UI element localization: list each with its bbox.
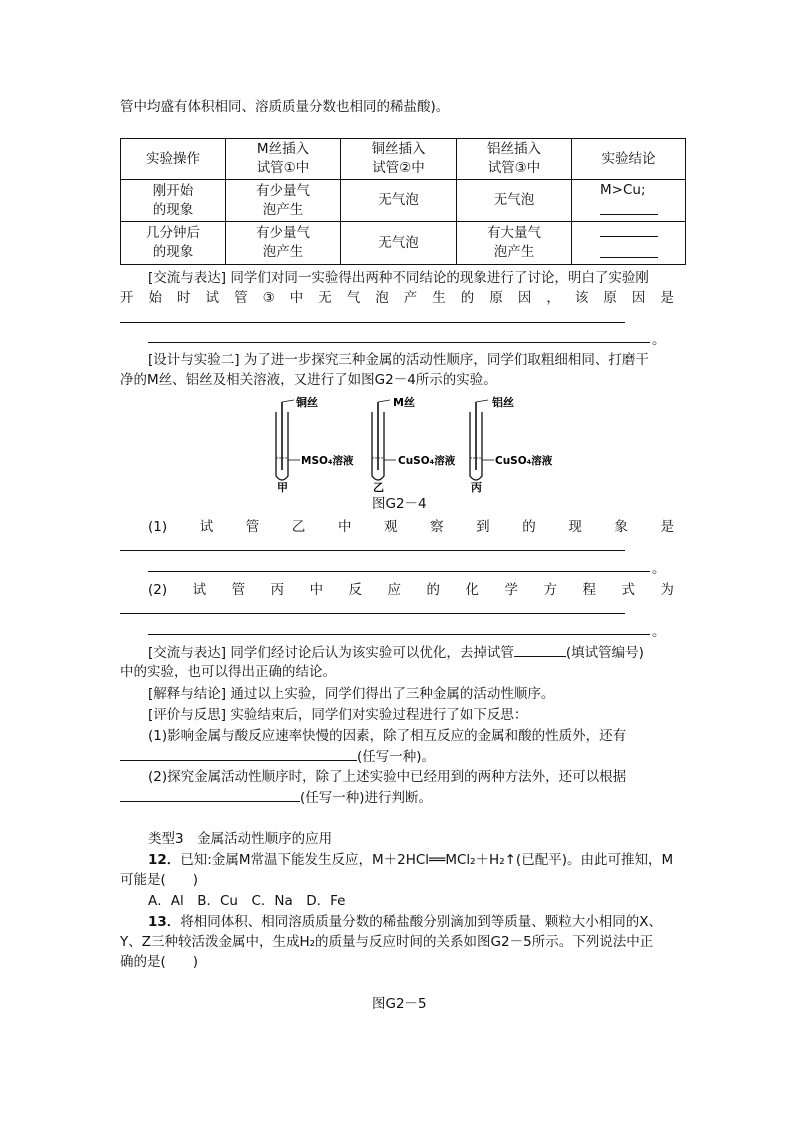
row-conclusion — [572, 180, 686, 222]
table-row — [121, 180, 686, 222]
justified-char: 因 — [517, 290, 532, 306]
exchange1-line2 — [120, 288, 674, 308]
question-char: 程 — [582, 582, 596, 598]
figure4-caption: 图G2－4 — [372, 496, 427, 512]
period-mark: 。 — [652, 332, 666, 348]
reflect-1a: (1)影响金属与酸反应速率快慢的因素，除了相互反应的金属和酸的性质外，还有 — [148, 728, 627, 744]
question-char: 的 — [426, 582, 441, 598]
header-cell — [121, 139, 226, 180]
row-op — [121, 222, 226, 265]
reflect-2a: (2)探究金属活动性顺序时，除了上述实验中已经用到的两种方法外，还可以根据 — [148, 769, 627, 785]
cell-text: 有少量气 泡产生 — [256, 182, 310, 218]
solution-label: CuSO₄溶液 — [398, 455, 456, 467]
justified-char: 无 — [318, 290, 332, 306]
op-text: 刚开始 的现象 — [152, 182, 194, 218]
question-char: 为 — [660, 582, 674, 598]
conclusion-text: M>Cu; — [600, 181, 646, 198]
question-char: (1) — [148, 519, 168, 535]
question-char: 的 — [522, 519, 536, 535]
cell-text: 有少量气 泡产生 — [256, 225, 310, 260]
tube-number-blank[interactable] — [514, 642, 566, 657]
row-cell — [457, 222, 572, 265]
justified-char: 是 — [660, 290, 674, 306]
question-number: 12． — [148, 852, 181, 868]
header-cell — [341, 139, 457, 180]
question-char: 现 — [568, 519, 582, 535]
question-13-text: 将相同体积、相同溶质质量分数的稀盐酸分别滴加到等质量、颗粒大小相同的X、 — [180, 914, 663, 930]
reflect-2-blank[interactable] — [120, 787, 300, 802]
exchange2-hint: (填试管编号) — [565, 645, 644, 661]
header-op: 实验操作 — [146, 150, 200, 167]
period-mark: 。 — [652, 624, 666, 640]
question-12 — [148, 850, 673, 870]
justified-char: 开 — [120, 290, 134, 306]
question-char: 察 — [430, 519, 444, 535]
question-12-text: 已知:金属M常温下能发生反应，M＋2HCl══MCl₂＋H₂↑(已配平)。由此可推知，M — [180, 852, 674, 868]
experiment-table — [120, 138, 686, 265]
answer-line[interactable] — [148, 634, 650, 635]
question-char: 反 — [348, 582, 363, 598]
justified-char: 时 — [177, 290, 191, 306]
justified-char: 的 — [460, 290, 475, 306]
period-mark: 。 — [652, 561, 666, 577]
reflect-title: [评价与反思] 实验结束后，同学们对实验过程进行了如下反思： — [148, 707, 528, 723]
intro-text: 管中均盛有体积相同、溶质质量分数也相同的稀盐酸)。 — [120, 99, 450, 115]
tube-tag: 乙 — [373, 481, 384, 494]
question-char: 学 — [504, 582, 518, 598]
figure5-caption: 图G2－5 — [372, 996, 427, 1012]
test-tube-figure — [262, 394, 562, 496]
header-al: 铝丝插入 试管③中 — [487, 141, 541, 176]
tube-tag: 丙 — [471, 481, 482, 494]
table-header-row — [121, 139, 686, 180]
table-row — [121, 222, 686, 265]
justified-char: ， — [546, 290, 560, 306]
row-cell — [457, 180, 572, 222]
wire-label: M丝 — [393, 396, 415, 409]
header-cu: 铜丝插入 试管②中 — [371, 141, 426, 176]
question-12-options: A．Al B．Cu C．Na D．Fe — [148, 893, 346, 909]
conclusion-blank[interactable] — [600, 200, 683, 221]
row-cell — [226, 222, 341, 265]
header-cell — [572, 139, 686, 180]
justified-char: 泡 — [375, 290, 389, 306]
justified-char: 因 — [631, 290, 646, 306]
reflect-2-hint: (任写一种)进行判断。 — [300, 790, 433, 806]
justified-char: 管 — [234, 290, 248, 306]
section-title: 类型3 金属活动性顺序的应用 — [148, 831, 333, 847]
design2-line2: 净的M丝、铝丝及相关溶液，又进行了如图G2－4所示的实验。 — [120, 372, 497, 388]
answer-line[interactable] — [120, 613, 625, 614]
question-char: 化 — [465, 582, 479, 598]
reflect-1b — [120, 746, 435, 767]
question-char: 观 — [384, 519, 398, 535]
row-conclusion — [572, 222, 686, 265]
question-12-line2: 可能是( ) — [120, 872, 199, 888]
question-char: 到 — [476, 519, 490, 535]
question-char: 式 — [621, 582, 635, 598]
conclusion-blank[interactable] — [600, 222, 683, 243]
question-char: (2) — [148, 582, 168, 598]
test-tube-jia — [276, 400, 300, 480]
exchange2-text: [交流与表达] 同学们经讨论后认为该实验可以优化，去掉试管 — [148, 645, 514, 661]
wire-label: 铝丝 — [492, 396, 514, 409]
header-cell — [226, 139, 341, 180]
exchange1-line1: [交流与表达] 同学们对同一实验得出两种不同结论的现象进行了讨论，明白了实验刚 — [148, 270, 649, 286]
solution-label: CuSO₄溶液 — [495, 455, 553, 467]
question-2 — [148, 580, 674, 600]
header-cell — [457, 139, 572, 180]
question-char: 应 — [387, 582, 402, 598]
answer-line[interactable] — [148, 571, 650, 572]
row-cell — [341, 222, 457, 265]
tube-tag: 甲 — [277, 481, 288, 494]
row-op — [121, 180, 226, 222]
question-char: 是 — [660, 519, 674, 535]
question-char: 中 — [337, 519, 352, 535]
question-char: 试 — [199, 519, 214, 535]
question-13 — [148, 912, 662, 932]
question-1 — [148, 517, 674, 537]
cell-text: 无气泡 — [378, 192, 419, 208]
question-char: 乙 — [291, 519, 306, 535]
question-char: 试 — [192, 582, 207, 598]
exchange2-line2: 中的实验，也可以得出正确的结论。 — [120, 664, 336, 680]
justified-char: 该 — [574, 290, 589, 306]
row-cell — [226, 180, 341, 222]
question-char: 管 — [245, 519, 260, 535]
header-m: M丝插入 试管①中 — [256, 141, 310, 176]
question-char: 中 — [309, 582, 324, 598]
test-tube-yi — [372, 400, 396, 480]
design2-line1: [设计与实验二] 为了进一步探究三种金属的活动性顺序，同学们取粗细相同、打磨干 — [148, 352, 649, 368]
question-13-line2: Y、Z三种较活泼金属中，生成H₂的质量与反应时间的关系如图G2－5所示。下列说法中正 — [120, 934, 654, 950]
justified-char: 原 — [489, 290, 503, 306]
reflect-2b — [120, 787, 432, 808]
justified-char: 气 — [346, 290, 361, 306]
wire-label: 铜丝 — [296, 396, 318, 409]
question-char: 丙 — [270, 582, 285, 598]
header-conclusion: 实验结论 — [601, 150, 656, 167]
justified-char: 产 — [403, 290, 418, 306]
question-char: 方 — [543, 582, 557, 598]
test-tube-bing — [470, 400, 494, 480]
solution-label: MSO₄溶液 — [301, 455, 354, 467]
answer-line[interactable] — [120, 322, 625, 323]
cell-text: 无气泡 — [378, 234, 419, 251]
question-number: 13． — [148, 914, 181, 930]
cell-text: 无气泡 — [493, 192, 535, 208]
reflect-1-blank[interactable] — [120, 746, 357, 761]
exchange2-line1 — [148, 642, 644, 663]
question-13-line3: 确的是( ) — [120, 954, 199, 970]
justified-char: 中 — [289, 290, 304, 306]
row-cell — [341, 180, 457, 222]
answer-line[interactable] — [148, 342, 650, 343]
justified-char: 始 — [148, 290, 163, 306]
conclusion-blank[interactable] — [600, 243, 683, 264]
op-text: 几分钟后 的现象 — [146, 225, 200, 260]
reflect-1-hint: (任写一种)。 — [357, 749, 436, 765]
justified-char: ③ — [262, 290, 275, 306]
justified-char: 试 — [205, 290, 220, 306]
question-char: 管 — [231, 582, 246, 598]
question-char: 象 — [614, 519, 628, 535]
explain-text: [解释与结论] 通过以上实验，同学们得出了三种金属的活动性顺序。 — [148, 686, 555, 702]
justified-char: 生 — [432, 290, 446, 306]
justified-char: 原 — [603, 290, 617, 306]
cell-text: 有大量气 泡产生 — [487, 225, 541, 260]
answer-line[interactable] — [120, 550, 625, 551]
